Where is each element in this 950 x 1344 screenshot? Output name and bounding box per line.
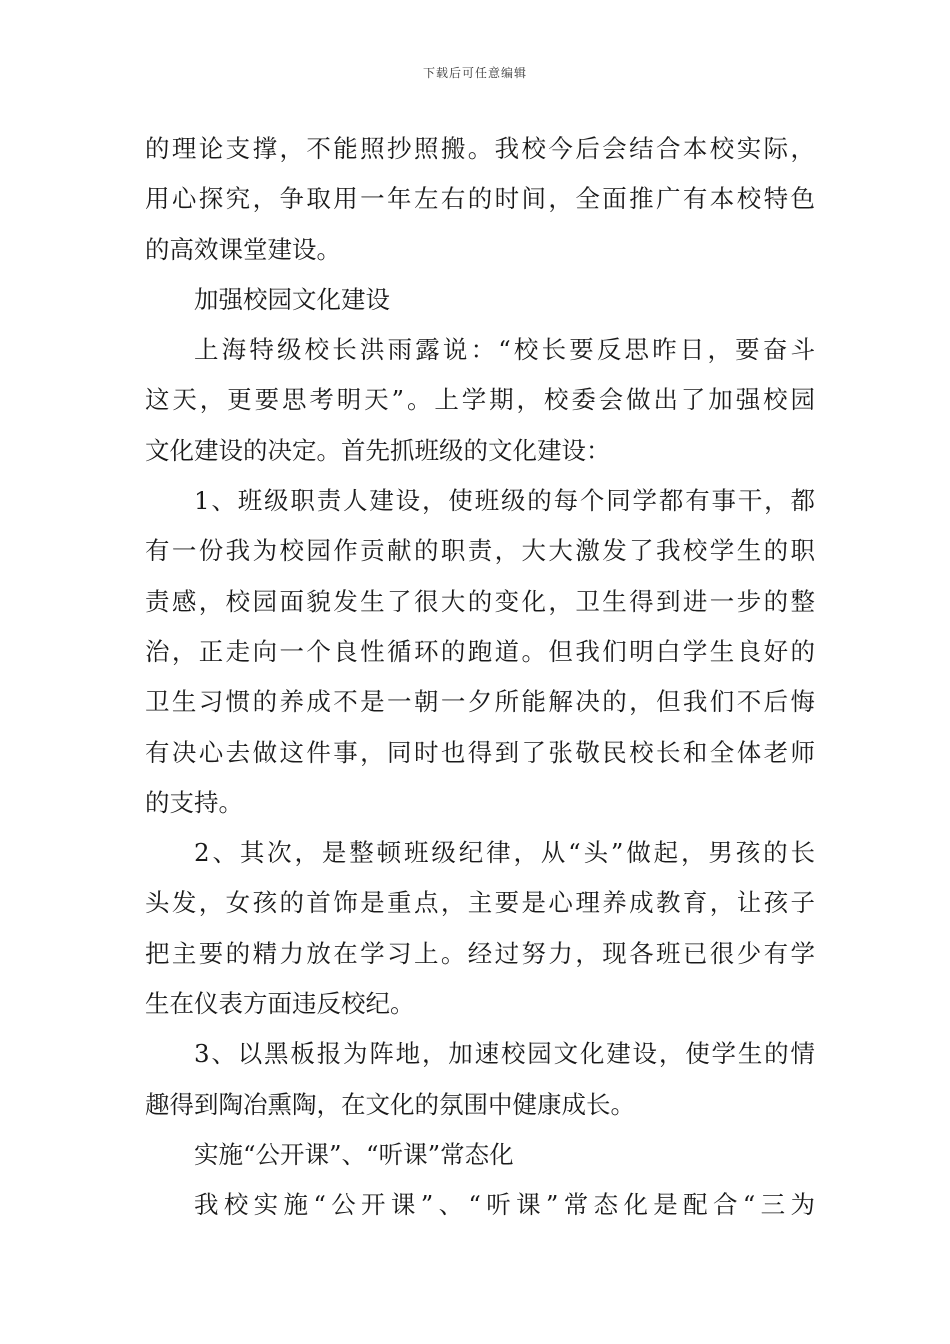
text-line: 把主要的精力放在学习上。经过努力，现各班已很少有学	[145, 938, 815, 968]
text-line: 文化建设的决定。首先抓班级的文化建设：	[145, 435, 611, 465]
text-line: 的支持。	[145, 787, 243, 817]
text-line: 趣得到陶冶熏陶，在文化的氛围中健康成长。	[145, 1089, 635, 1119]
text-line: 3、以黑板报为阵地，加速校园文化建设，使学生的情	[194, 1039, 815, 1069]
text-line: 这天，更要思考明天”。上学期，校委会做出了加强校园	[145, 385, 815, 415]
text-line: 上海特级校长洪雨露说：“校长要反思昨日，要奋斗	[194, 335, 815, 365]
text-line: 头发，女孩的首饰是重点，主要是心理养成教育，让孩子	[145, 888, 815, 918]
text-line: 的高效课堂建设。	[145, 234, 341, 264]
page-header: 下载后可任意编辑	[422, 66, 527, 80]
text-line: 我校实施“公开课”、“听课”常态化是配合“三为	[194, 1190, 815, 1220]
text-line: 的理论支撑，不能照抄照搬。我校今后会结合本校实际，	[145, 134, 815, 163]
section-heading: 实施“公开课”、“听课”常态化	[194, 1139, 514, 1169]
text-line: 治，正走向一个良性循环的跑道。但我们明白学生良好的	[145, 636, 815, 666]
text-line: 有决心去做这件事，同时也得到了张敬民校长和全体老师	[145, 737, 815, 767]
section-heading: 加强校园文化建设	[194, 284, 390, 314]
text-line: 1、班级职责人建设，使班级的每个同学都有事干，都	[194, 486, 815, 516]
document-body	[145, 124, 815, 1231]
text-line: 卫生习惯的养成不是一朝一夕所能解决的，但我们不后悔	[145, 687, 815, 717]
text-line: 2、其次，是整顿班级纪律，从“头”做起，男孩的长	[194, 838, 815, 868]
text-line: 责感，校园面貌发生了很大的变化，卫生得到进一步的整	[145, 586, 815, 616]
text-line: 生在仪表方面违反校纪。	[145, 989, 415, 1019]
text-line: 有一份我为校园作贡献的职责，大大激发了我校学生的职	[145, 536, 815, 566]
text-line: 用心探究，争取用一年左右的时间，全面推广有本校特色	[145, 184, 815, 214]
